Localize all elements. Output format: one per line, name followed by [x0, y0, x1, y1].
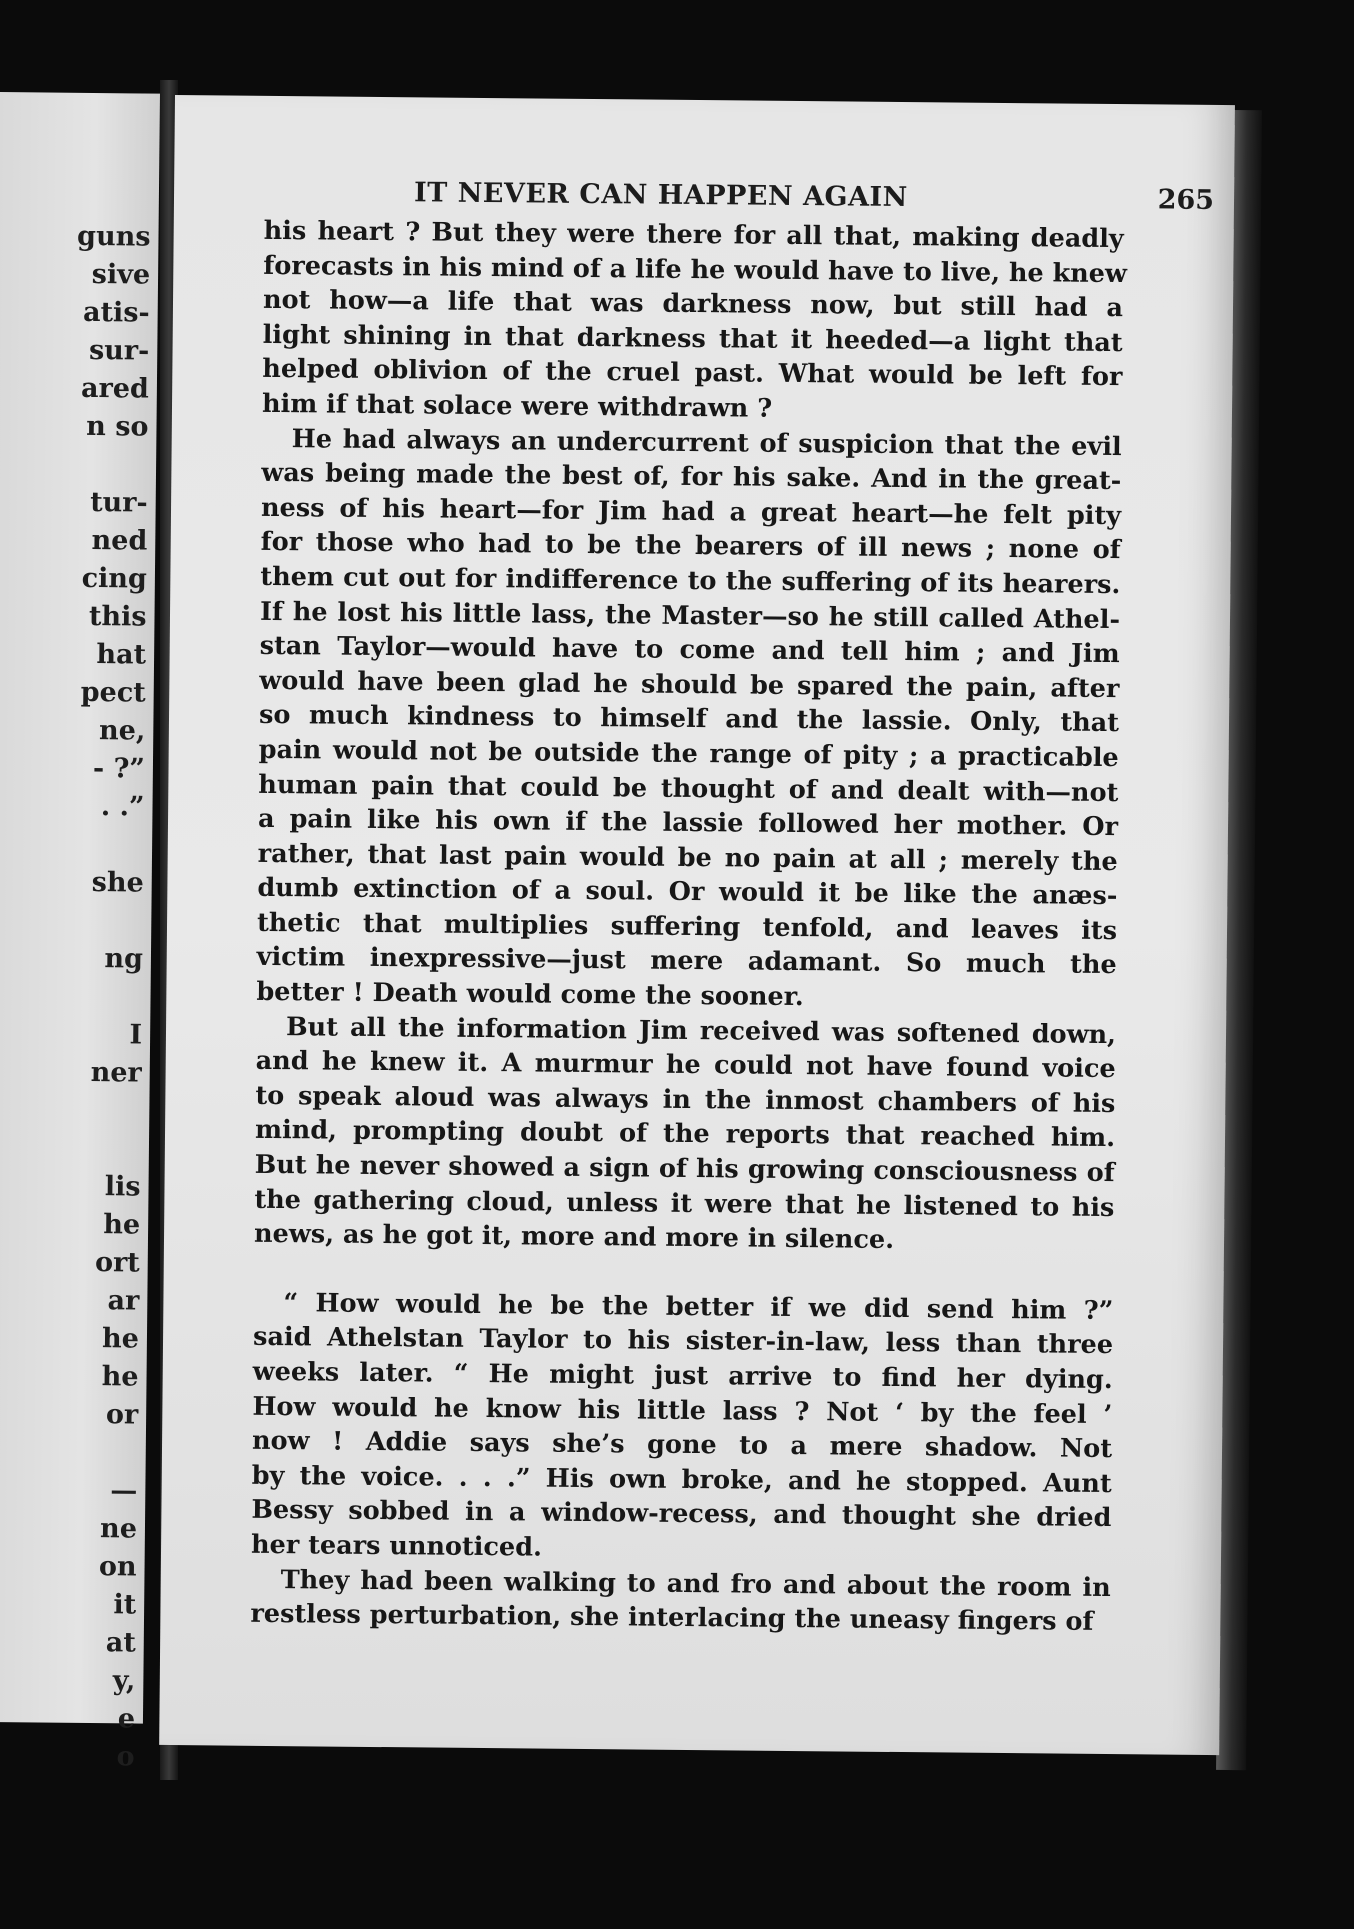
text-line: thetic that multiplies suffering tenfold, and leaves its — [256, 907, 1118, 946]
text-line: not how—a life that was darkness now, but still had a — [262, 285, 1124, 324]
text-line: They had been walking to and fro and about the room in — [280, 1564, 1111, 1603]
text-line: ness of his heart—for Jim had a great heart—he felt pity — [260, 492, 1122, 531]
previous-page-fragment: cing — [81, 562, 148, 595]
previous-page-fragment: lis — [104, 1171, 141, 1203]
text-line: them cut out for indifference to the suffering of its hearers. — [260, 561, 1121, 601]
previous-page-fragment: on — [98, 1551, 137, 1583]
text-line: for those who had to be the bearers of ill news ; none of — [260, 527, 1121, 566]
paragraph — [251, 1286, 1114, 1571]
text-line: helped oblivion of the cruel past. What would be left for — [262, 354, 1123, 393]
previous-page-fragment: or — [105, 1399, 139, 1431]
previous-page-fragment — [75, 446, 149, 485]
text-line: He had always an undercurrent of suspicion that the evil — [291, 423, 1122, 462]
previous-page-fragment: ne, — [98, 715, 146, 747]
text-line: restless perturbation, she interlacing the uneasy fingers of — [250, 1598, 1094, 1638]
previous-page-fragment — [69, 978, 143, 1017]
previous-page-fragment: — — [110, 1475, 138, 1507]
previous-page-fragment — [67, 1130, 141, 1169]
previous-page-fragment: ner — [90, 1057, 142, 1089]
previous-page-fragment: this — [88, 600, 147, 633]
paragraph — [256, 421, 1122, 1017]
previous-page-fragment: sur- — [88, 334, 150, 367]
previous-page-fragment — [70, 902, 144, 941]
text-line: him if that solace were withdrawn ? — [261, 388, 773, 424]
previous-page-fragment: I — [129, 1019, 143, 1051]
text-line: Bessy sobbed in a window-recess, and thought she dried — [251, 1495, 1112, 1534]
previous-page-fragment: he — [101, 1323, 140, 1355]
previous-page-fragment: ort — [94, 1247, 140, 1279]
running-title: IT NEVER CAN HAPPEN AGAIN — [413, 177, 908, 214]
text-line: now ! Addie says she’s gone to a mere shadow. Not — [251, 1425, 1113, 1465]
previous-page-fragment: sive — [91, 258, 151, 291]
text-line: pain would not be outside the range of pity ; a practicable — [258, 734, 1119, 773]
paragraph — [254, 1009, 1116, 1259]
previous-page-edge — [0, 92, 160, 1773]
previous-page-fragment: y, — [112, 1665, 136, 1697]
text-line: his heart ? But they were there for all that, making deadly — [263, 215, 1124, 255]
text-line: mind, prompting doubt of the reports that reached him. — [254, 1115, 1116, 1154]
text-line: “ How would he be the better if we did send him ?” — [283, 1287, 1114, 1326]
previous-page-fragment: he — [103, 1209, 141, 1241]
previous-page-fragment — [64, 1434, 138, 1473]
previous-page-fragment: atis- — [82, 296, 150, 329]
text-line: her tears unnoticed. — [250, 1529, 543, 1563]
previous-page-fragment: e — [117, 1703, 136, 1735]
text-line: was being made the best of, for his sake. And in the great- — [261, 458, 1122, 497]
previous-page-fragment: ar — [107, 1285, 140, 1317]
text-line: said Athelstan Taylor to his sister-in-law, less than three — [252, 1322, 1114, 1361]
paragraph — [250, 1562, 1111, 1639]
body-text — [250, 214, 1128, 1640]
text-line: light shining in that darkness that it heeded—a light that — [262, 319, 1123, 358]
previous-page-fragment — [68, 1092, 142, 1131]
previous-page-fragment: it — [113, 1589, 137, 1621]
paragraph — [261, 214, 1128, 430]
previous-page-fragment: - ?” — [92, 753, 146, 785]
text-line: the gathering cloud, unless it were that he listened to his — [254, 1184, 1115, 1223]
previous-page-fragment: guns — [76, 220, 151, 253]
previous-page-fragment: he — [101, 1361, 139, 1393]
text-line: better ! Death would come the sooner. — [256, 976, 804, 1013]
text-line: a pain like his own if the lassie followed her mother. Or — [257, 803, 1119, 843]
text-line: But all the information Jim received was softened down, — [285, 1011, 1117, 1050]
previous-page-fragment: pect — [80, 676, 146, 709]
previous-page-fragment — [71, 826, 145, 865]
previous-page-fragment: ned — [91, 524, 148, 557]
previous-page-fragment: ne — [99, 1513, 138, 1545]
text-line: to speak aloud was always in the inmost chambers of his — [255, 1080, 1116, 1119]
text-line: dumb extinction of a soul. Or would it be like the anæs- — [257, 873, 1118, 912]
previous-page-fragment: ared — [80, 372, 150, 405]
previous-page-fragment: at — [105, 1627, 136, 1659]
text-line: But he never showed a sign of his growing consciousness of — [254, 1149, 1115, 1189]
previous-page-fragment: o — [116, 1741, 135, 1773]
previous-page-fragment: hat — [96, 639, 147, 671]
text-line: stan Taylor—would have to come and tell him ; and Jim — [259, 630, 1120, 670]
text-line: news, as he got it, more and more in silence. — [253, 1219, 895, 1256]
previous-page-fragment: ng — [104, 943, 144, 975]
previous-page-fragment: tur- — [89, 486, 148, 519]
text-line: weeks later. “ He might just arrive to find her dying. — [252, 1356, 1113, 1396]
page-number: 265 — [1157, 184, 1215, 216]
text-line: so much kindness to himself and the lassie. Only, that — [258, 700, 1120, 739]
previous-page-fragment: n so — [86, 410, 149, 443]
text-line: How would he know his little lass ? Not ‘ by the feel ’ — [252, 1391, 1113, 1430]
text-line: human pain that could be thought of and dealt with—not — [258, 769, 1119, 808]
previous-page-fragment: . .” — [100, 791, 145, 823]
text-line: forecasts in his mind of a life he would have to live, he knew — [263, 250, 1128, 289]
text-line: by the voice. . . .” His own broke, and he stopped. Aunt — [251, 1460, 1112, 1499]
previous-page-fragment: she — [91, 867, 144, 899]
text-line: and he knew it. A murmur he could not have found voice — [255, 1046, 1116, 1085]
text-line: would have been glad he should be spared the pain, after — [259, 665, 1120, 704]
text-line: victim inexpressive—just mere adamant. So much the — [256, 942, 1117, 981]
running-header — [414, 177, 1214, 216]
previous-page-word-fragments — [61, 218, 151, 1777]
text-line: If he lost his little lass, the Master—so he still called Athel- — [259, 596, 1121, 635]
book-page — [159, 95, 1235, 1755]
text-line: rather, that last pain would be no pain at all ; merely the — [257, 838, 1118, 877]
